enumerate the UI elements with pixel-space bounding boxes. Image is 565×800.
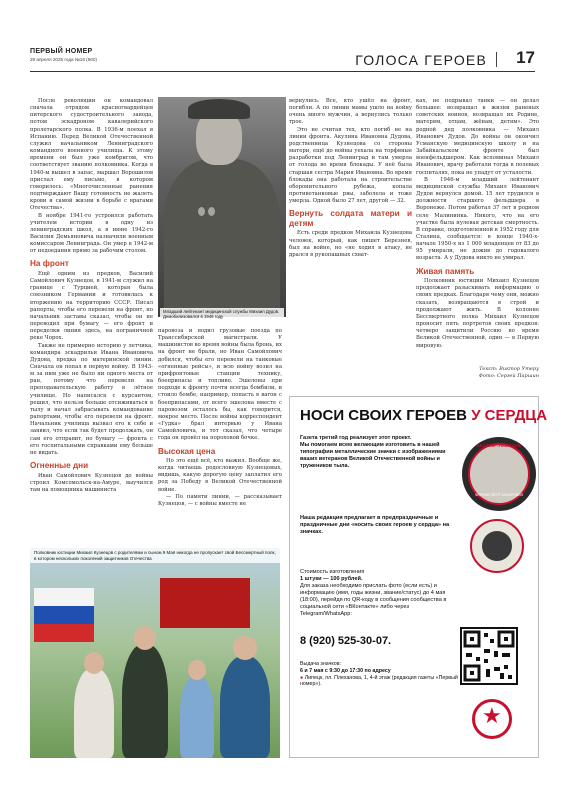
person-figure	[180, 676, 214, 758]
paragraph: После революции он командовал сначала отрядом красногвардейцев питерского судостроительного завода, потом эскадроном кавалерийского пролетарского полка. В 1936-м поехал в Испанию. Перед Великой Отечественной служил начальником Ленинградского командного военного училища. К этому времени он был уже комбригом, что соответствует званию полковника. Когда в 1940-м вышел в запас, маршал Ворошилов прислал ему письмо, в котором говорилось: «Многочисленные ранения подтверждают Вашу готовность не жалеть крови и самой жизни в борьбе с врагами Отечества».	[30, 98, 153, 212]
ad-intro-body: Мы помогаем всем желающим изготовить в нашей типографии металлические значки с изображениями ваших ветеранов Великой Отечественной войны и тружеников тыла.	[300, 442, 446, 469]
cost-value: 1 штуки — 100 рублей.	[300, 576, 363, 582]
section-title: ГОЛОСА ГЕРОЕВ	[355, 52, 487, 68]
ad-proposal: Наша редакция предлагает в предпраздничные и праздничные дни «носить своих героев у сердца» на значках.	[300, 515, 450, 535]
cost-details: Для заказа необходимо прислать фото (если есть) и информацию (имя, годы жизни, звание/статус) до 4 мая (18:00), перейдя по QR-коду в сообщения сообщества в социальной сети «ВКонтакте» либо через Telegram/WhatsApp:	[300, 583, 447, 617]
portrait-photo	[158, 97, 286, 317]
masthead-divider	[496, 52, 497, 67]
person-head	[188, 660, 206, 680]
paragraph: Иван Самойлович Кузнецов до войны строил Комсомольск-на-Амуре, выучился там на помощника машиниста	[30, 472, 153, 493]
issue-date: 29 апреля 2025 года №16 (560)	[30, 57, 97, 62]
russian-flag	[34, 588, 94, 642]
person-head	[84, 652, 104, 674]
person-figure	[220, 656, 270, 758]
article-credits	[414, 366, 539, 380]
article-column-1	[30, 98, 153, 494]
paragraph: Но это ещё всё, кто выжил. Вообще же, когда читаешь родословную Кузнецовых, видишь, какую дорогую цену заплатил его род за Победу в Великой Отечественной войне.	[158, 458, 282, 493]
subhead-return-soldier: Вернуть солдата матери и детям	[289, 209, 412, 228]
masthead	[30, 48, 535, 72]
badge-label: БЕССМЕРТНЫЙ ПОЛК	[476, 443, 522, 448]
ad-pickup	[300, 661, 470, 688]
article-column-2	[158, 328, 282, 508]
ad-title-accent: У СЕРДЦА	[471, 407, 548, 424]
paragraph: Это не считая тех, кто погиб не на линии фронта. Акулина Ивановна Дудова, родственница Кузнецова со стороны матери, ещё до войны уехала на торфяные разработки под Ленинград и там умерла от голода во время блокады. У неё была старшая сестра Мария Ивановна. Во время блокады она работала на строительстве оборонительного рубежа, копала противотанковые рвы, заболела и тоже умерла. Одной было 27 лет, другой — 32.	[289, 126, 412, 205]
pickup-time: 6 и 7 мая с 9:30 до 17:30 по адресу	[300, 667, 391, 674]
portrait-cap	[188, 99, 250, 119]
cost-label: Стоимость изготовления	[300, 569, 365, 575]
family-photo-caption: Полковник юстиции Михаил Кузнецов с родителями и сыном 9 Мая никогда не пропускает свой Бессмертный полк, в котором нескольких поколений защитников Отечества	[30, 548, 280, 563]
ad-intro	[300, 435, 462, 470]
pickup-address	[300, 675, 470, 689]
paragraph: Также не примерно историю у летчика, командира эскадрильи Ивана Ивановича Дудова, предка по материнской линии. Сначала он попал в первую войну. В 1943-м за ним уже не было ни одного места от ран, потому что перевели на преподавательскую работу в лётное училище. Но написался с курсантом, решил, что нельзя больше отсиживаться в тылу и начал забрасывать командование рапортами, чтобы его перевели на фронт. Начальник училища вызвал его к себе и заявил, что если так будет продолжать, он сам его отправит, но бумагу — фронта с его госпитальными справками ему больше не видать.	[30, 342, 153, 456]
paragraph: ках, не подрывал танки — он делал большее: возвращал к жизни раненых советских воинов, возвращал их Родине, матерям, отцам, жёнам, детям». Это родной дед полковника — Михаил Иванович Дудов. До войны он окончил Усманскую медицинскую школу и на Забайкальском фронте был военфельдшером. Как вспоминал Михаил Иванович, врачу работали тогда в полевых госпиталях, пока не упадут от усталости.	[416, 98, 539, 176]
medal-icon	[198, 207, 205, 216]
badge-advertisement	[289, 396, 548, 758]
location-pin-icon: ●	[300, 674, 304, 681]
paragraph: паровоза и водил грузовые поезда по Транссибирской магистрали. У машинистов во время войны была бронь, их на фронт не брали, но Иван Самойлович добился, чтобы его перевели на танковые «огненные рейсы», и всю войну возил на прифронтовые станции технику, боеприпасы и топливо. Эшелоны при подходе к фронту почти всегда бомбили, и стоило бомбе, например, попасть в вагон с боеприпасами, от всего эшелона вместе с паровозом осталось бы, как говорится, мокрое место. После войны корреспондент «Гудка» брал интервью у Ивана Самойловича, и тот сказал, что четыре года он провёл на пороховой бочке.	[158, 328, 282, 442]
person-head	[134, 626, 156, 650]
victory-banner	[160, 578, 250, 628]
qr-code-graphic	[462, 629, 516, 683]
subhead-fire-days: Огненные дни	[30, 461, 89, 470]
article-column-4	[416, 98, 539, 350]
paragraph: — По памяти линии, — рассказывает Кузнецов, — с войны вместе не	[158, 493, 282, 507]
family-photo	[30, 548, 280, 758]
badge-portrait-2	[482, 531, 512, 561]
paragraph: В 1946-м младший лейтенант медицинской службы Михаил Иванович Дудов вернулся домой. 15 лет трудился в должности старшего фельдшера в Воронеже. Потом работал 37 лет в родном селе Малининка. Никого, что на его участке была нулевая детская смертность. В справке, подготовленной в 1952 году для Сталина, сообщается: в конце 1940-х-начале 1950-х из 1 000 младенцев от 83 до 95 умирали, не дожив до годовалого возраста. А у Дудова никто не умирал.	[416, 176, 539, 262]
pickup-address-text: Липецк, пл. Плеханова, 1, 4-й этаж (редакция газеты «Первый номер»).	[300, 674, 458, 688]
paragraph: Есть среди предков Михаила Кузнецова человек, который, как пишет Березнев, был на войне, но «не ходил в атаку, не дрался в рукопашных схват-	[289, 230, 412, 258]
paragraph: Ещё одним из предков, Василий Самойлович Кузнецов, в 1941-м служил на границе с Турцией, которая была союзником Германии и готовилась к вторжению на территорию СССР. Писал рапорты, чтобы его перевели на фронт, но начальник заставы сказал, чтобы он не переводил при бумагу — его фронт и переделки линия здесь, на пограничной реке Чорох.	[30, 270, 153, 342]
newspaper-brand: ПЕРВЫЙ НОМЕР	[30, 48, 93, 55]
subhead-front: На фронт	[30, 259, 69, 269]
person-figure	[122, 644, 168, 758]
portrait-uniform	[164, 159, 280, 309]
paragraph: В ноябре 1941-го устроился работать учителем истории в одну из ленинградских школ, а в июне 1942-го Василия Демьяновича назначили военным комиссаром Ленинграда. Он умер в 1942-м от недоедания прямо за рабочим столом.	[30, 212, 153, 255]
badge-name: ЧЕРНОВ ПЁТР ЗАХАРОВИЧ	[474, 493, 524, 497]
subhead-living-memory: Живая память	[416, 266, 475, 276]
credit-photo: Фото: Сергей Паршин	[478, 373, 539, 379]
star-icon: ★	[482, 704, 502, 729]
portrait-caption: Младший лейтенант медицинской службы Михаил Дудов. Демобилизовался в 1946 году	[160, 308, 284, 321]
ad-title-main: НОСИ СВОИХ ГЕРОЕВ	[300, 407, 468, 424]
ad-intro-lead: Газета третий год реализует этот проект.	[300, 435, 412, 441]
person-figure	[74, 668, 114, 758]
qr-code-icon[interactable]	[460, 627, 518, 685]
ad-cost	[300, 569, 460, 618]
medal-icon	[208, 207, 215, 216]
pickup-label: Выдача значков:	[300, 661, 341, 667]
ad-phone[interactable]: 8 (920) 525-30-07.	[300, 635, 392, 647]
person-head	[233, 636, 257, 660]
article-column-3	[289, 98, 412, 259]
paragraph: вернулись. Все, кто ушёл на фронт, погибли. А по линии мамы ушло на войну очень много мужчин, а вернулись только трое.	[289, 98, 412, 126]
credit-text: Текст: Виктор Утеру	[479, 366, 539, 372]
page-number: 17	[516, 48, 535, 67]
paragraph: Полковник юстиции Михаил Кузнецов продолжает разыскивать информацию о своих предках. Благодаря чему они, можно сказать, возвращаются в строй и продолжают жить. В колонне Бессмертного полка Михаил Кузнецов проносит пять портретов своих предков: четверо защитили Россию во время Великой Отечественной, один — в Первую мировую.	[416, 278, 539, 349]
subhead-high-price: Высокая цена	[158, 446, 216, 456]
ad-title	[300, 407, 547, 424]
